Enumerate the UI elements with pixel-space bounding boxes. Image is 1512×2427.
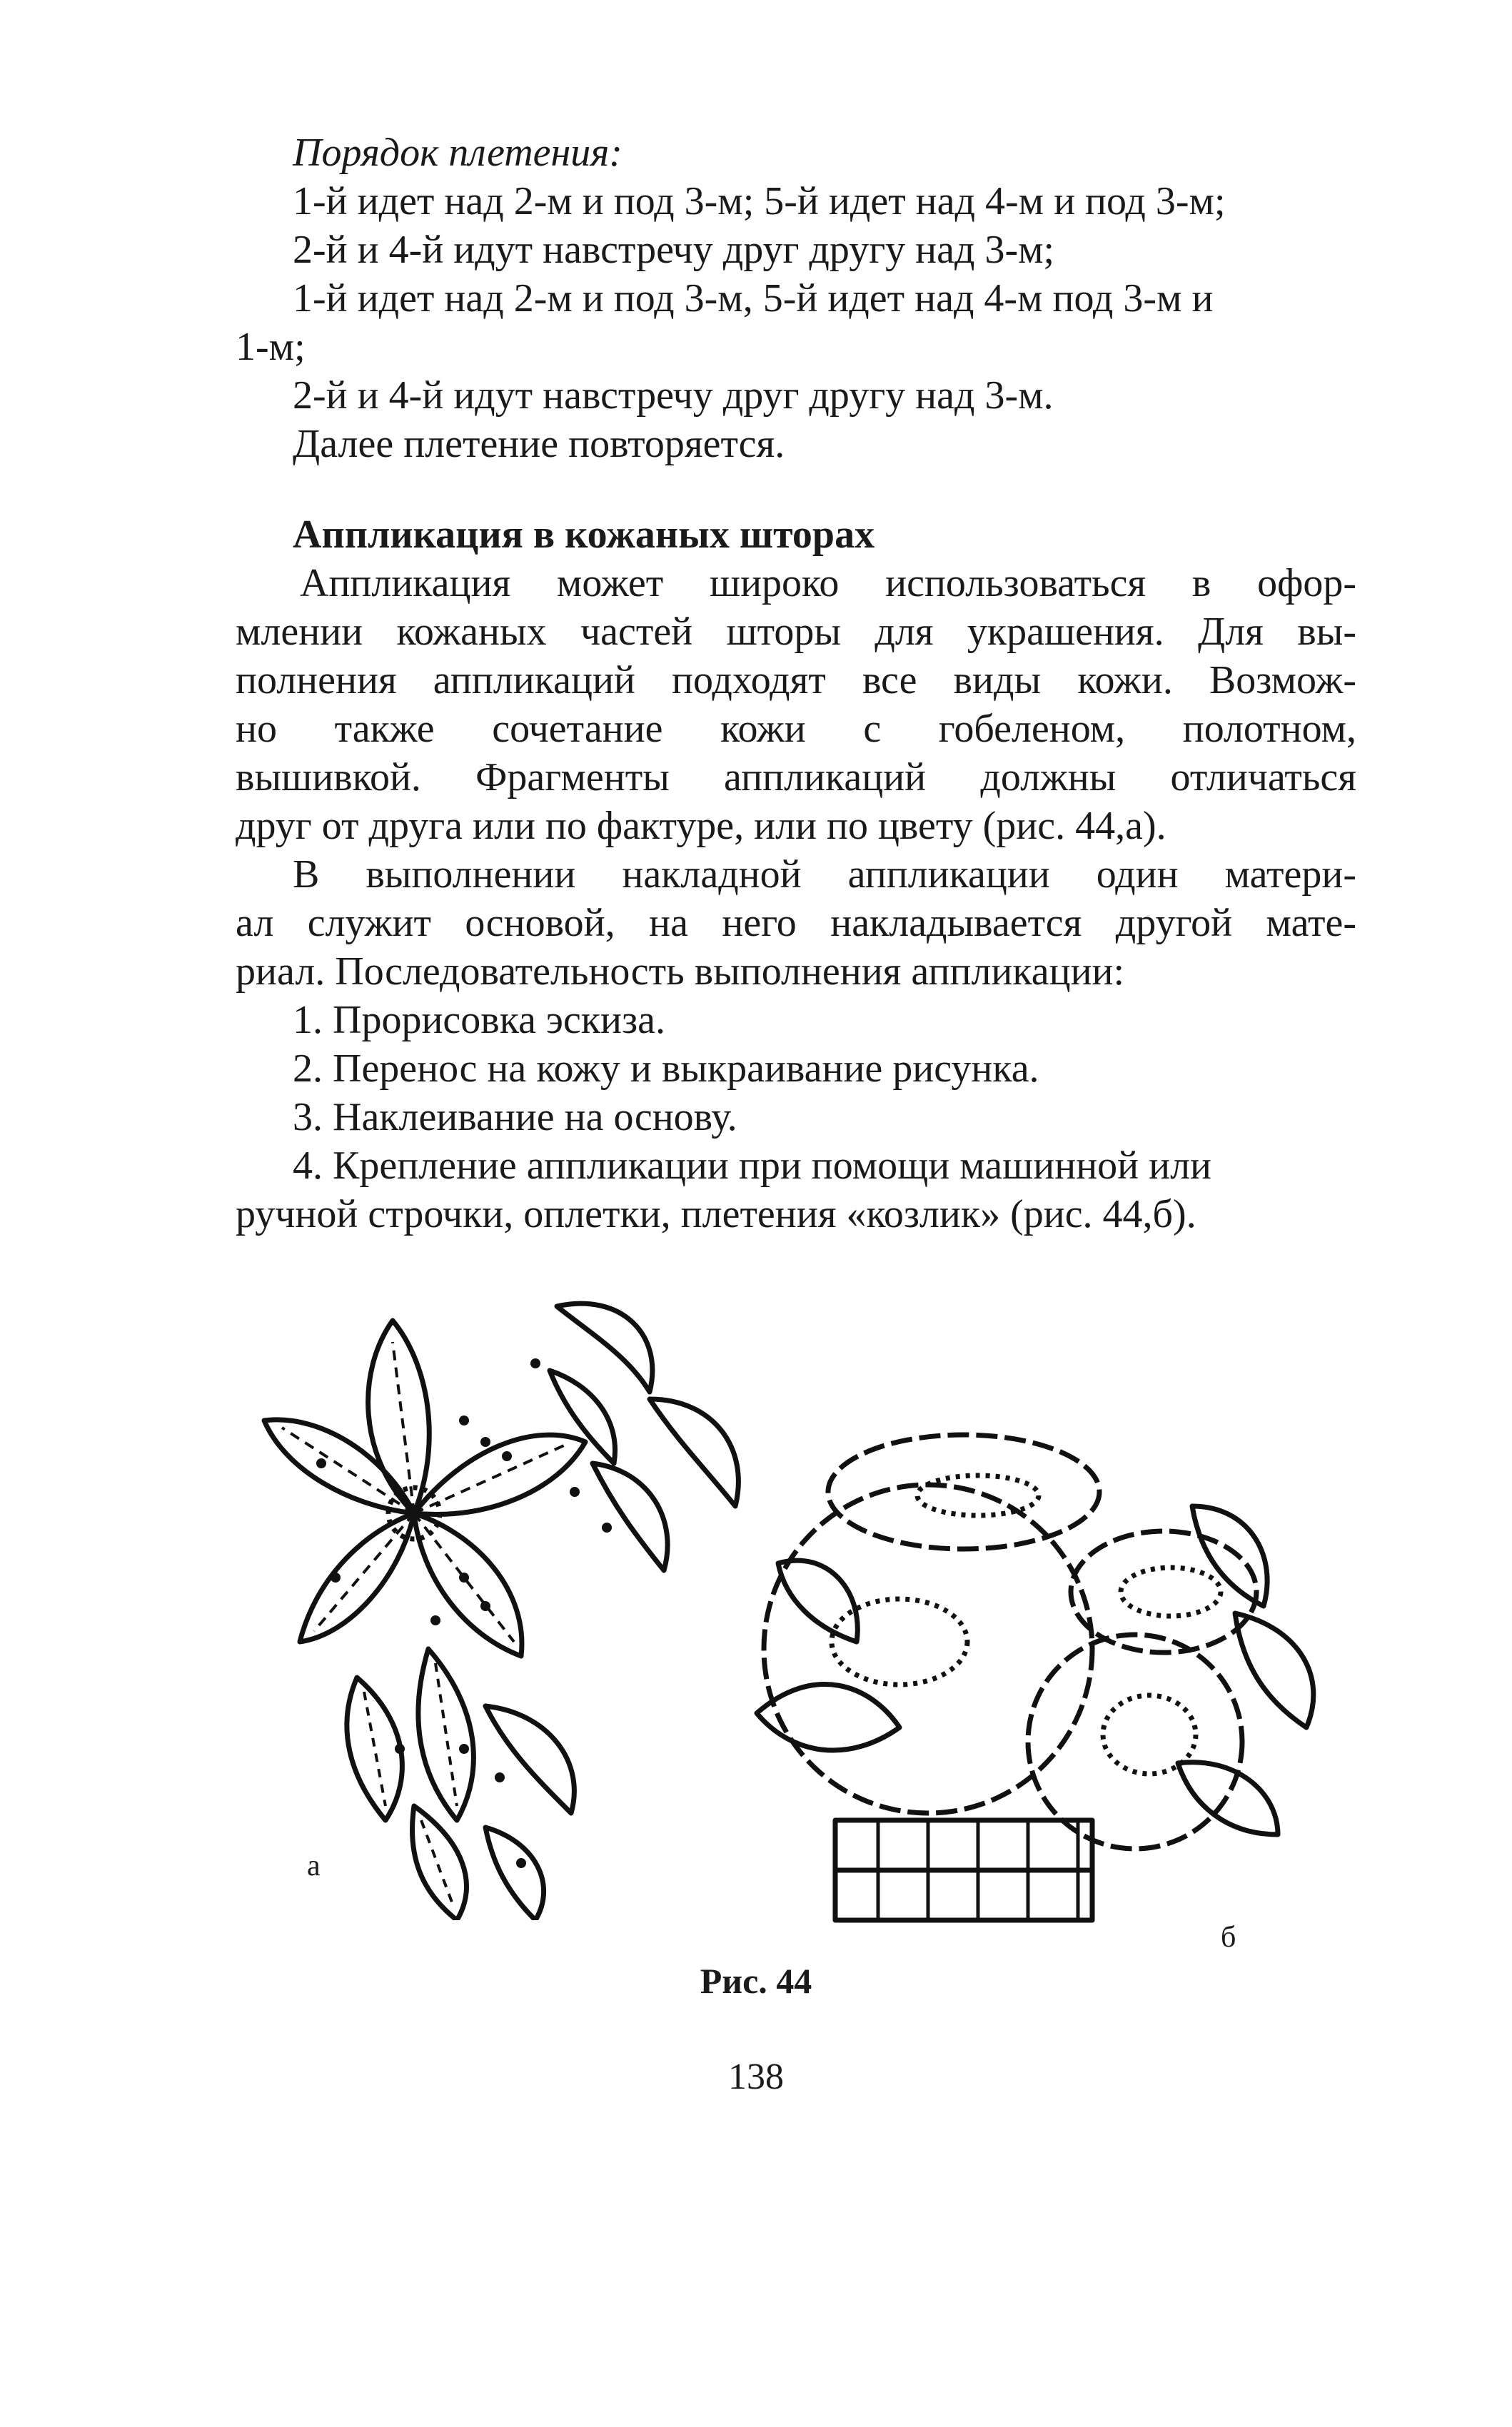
step-item: 2. Перенос на кожу и выкраивание рисунка. bbox=[293, 1046, 1039, 1091]
paragraph-line: друг от друга или по фактуре, или по цвету (рис. 44,а). bbox=[236, 804, 1166, 848]
paragraph-line: полнения аппликаций подходят все виды кожи. Возмож- bbox=[236, 658, 1356, 702]
paragraph-line: но также сочетание кожи с гобеленом, полотном, bbox=[236, 707, 1356, 751]
paragraph-line: риал. Последовательность выполнения аппликации: bbox=[236, 949, 1125, 994]
figure-caption: Рис. 44 bbox=[700, 1961, 812, 2001]
page-number: 138 bbox=[728, 2057, 784, 2097]
weaving-line: 2-й и 4-й идут навстречу друг другу над 3-м. bbox=[293, 373, 1054, 418]
paragraph-line: вышивкой. Фрагменты аппликаций должны отличаться bbox=[236, 755, 1356, 799]
weaving-line: 2-й и 4-й идут навстречу друг другу над 3-м; bbox=[293, 228, 1055, 272]
applique-basket-illustration bbox=[735, 1428, 1335, 1942]
paragraph-line: В выполнении накладной аппликации один матери- bbox=[293, 852, 1356, 897]
step-item: 4. Крепление аппликации при помощи машинной или bbox=[293, 1144, 1212, 1188]
weaving-line: Далее плетение повторяется. bbox=[293, 422, 785, 466]
weaving-line: 1-й идет над 2-м и под 3-м, 5-й идет над 4-м под 3-м и bbox=[293, 276, 1214, 321]
paragraph-line: Аппликация может широко использоваться в офор- bbox=[300, 561, 1356, 605]
paragraph-line: млении кожаных частей шторы для украшения. Для вы- bbox=[236, 610, 1356, 654]
step-item: 3. Наклеивание на основу. bbox=[293, 1095, 737, 1139]
section-heading: Аппликация в кожаных шторах bbox=[293, 513, 875, 557]
weaving-order-title: Порядок плетения: bbox=[293, 131, 623, 175]
weaving-line: 1-й идет над 2-м и под 3-м; 5-й идет над 4-м и под 3-м; bbox=[293, 179, 1226, 223]
weaving-order-block bbox=[236, 128, 1356, 468]
step-item: 1. Прорисовка эскиза. bbox=[293, 998, 665, 1042]
figure-label-b: б bbox=[1221, 1921, 1236, 1954]
applique-section bbox=[236, 510, 1356, 1238]
figure-44 bbox=[236, 1278, 1356, 1992]
applique-flower-illustration bbox=[250, 1278, 764, 1920]
step-item-continued: ручной строчки, оплетки, плетения «козлик» (рис. 44,б). bbox=[236, 1192, 1196, 1236]
figure-label-a: а bbox=[307, 1850, 321, 1882]
weaving-line: 1-м; bbox=[236, 325, 306, 369]
paragraph-line: ал служит основой, на него накладывается другой мате- bbox=[236, 901, 1356, 945]
